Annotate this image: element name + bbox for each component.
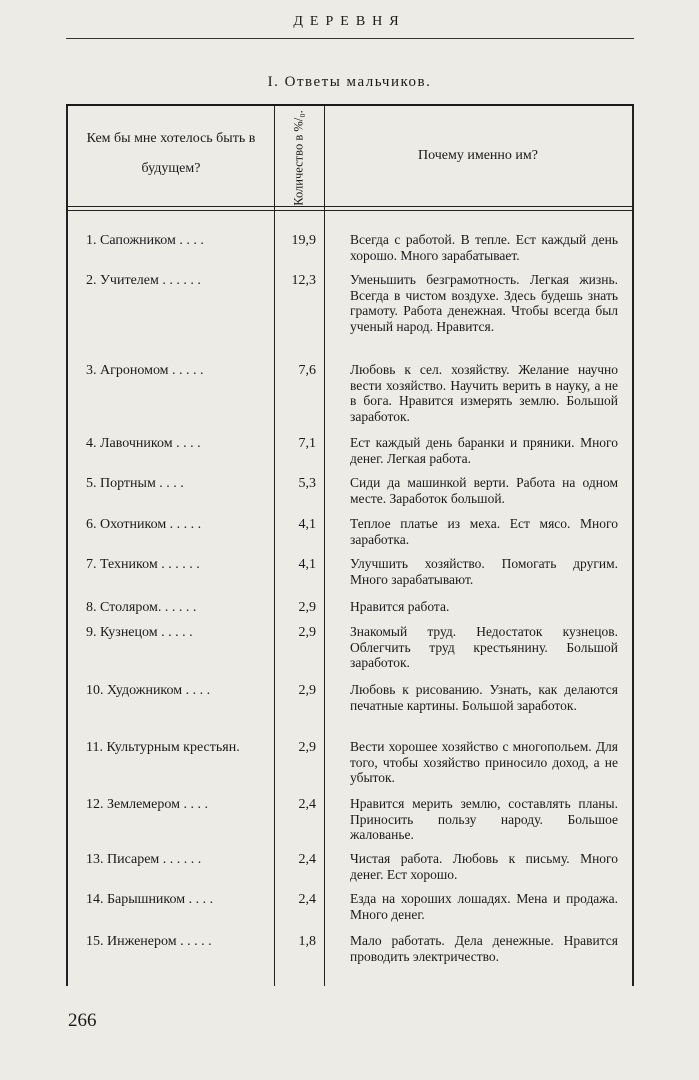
row-reason: Нравится мерить землю, составлять планы. Приносить пользу народу. Большое жалованье. — [350, 796, 618, 842]
row-reason: Знакомый труд. Недостаток кузнецов. Облегчить труд крестьянину. Большой заработок. — [350, 624, 618, 670]
row-percent: 4,1 — [298, 557, 316, 572]
data-table — [66, 104, 634, 986]
column-header-reason: Почему именно им? — [418, 148, 538, 163]
row-reason: Любовь к сел. хозяйству. Желание научно вести хозяйство. Научить верить в науку, а не в бога. Нравится измерять землю. Большой заработок. — [350, 362, 618, 424]
row-percent: 2,9 — [298, 683, 316, 698]
row-profession: 5. Портным . . . . — [86, 476, 184, 491]
column-divider — [324, 106, 325, 986]
column-header-profession: Кем бы мне хотелось быть в будущем? — [86, 131, 256, 176]
row-reason: Мало работать. Дела денежные. Нравится проводить электричество. — [350, 933, 618, 964]
row-percent: 5,3 — [298, 476, 316, 491]
row-percent: 7,1 — [298, 436, 316, 451]
row-reason: Ест каждый день баранки и пряники. Много денег. Легкая работа. — [350, 435, 618, 466]
row-reason: Уменьшить безграмотность. Легкая жизнь. Всегда в чистом воздухе. Здесь будешь знать грамоту. Работа денежная. Чтобы всегда был ученый народ. Нравится. — [350, 272, 618, 334]
row-profession: 11. Культурным крестьян. — [86, 740, 240, 755]
row-reason: Нравится работа. — [350, 599, 450, 614]
row-profession: 12. Землемером . . . . — [86, 797, 208, 812]
row-reason: Теплое платье из меха. Ест мясо. Много заработка. — [350, 516, 618, 547]
header-rule — [66, 38, 634, 39]
running-head: ДЕРЕВНЯ — [293, 14, 406, 29]
row-profession: 13. Писарем . . . . . . — [86, 852, 202, 867]
page-number: 266 — [68, 1010, 97, 1031]
row-percent: 2,9 — [298, 600, 316, 615]
row-reason: Вести хорошее хозяйство с многопольем. Для того, чтобы хозяйство приносило доход, а не убыток. — [350, 739, 618, 785]
row-reason: Чистая работа. Любовь к письму. Много денег. Ест хорошо. — [350, 851, 618, 882]
row-percent: 12,3 — [291, 273, 316, 288]
table-border-right — [632, 106, 634, 986]
row-profession: 2. Учителем . . . . . . — [86, 273, 201, 288]
row-reason: Любовь к рисованию. Узнать, как делаются печатные картины. Большой заработок. — [350, 682, 618, 713]
row-percent: 19,9 — [291, 233, 316, 248]
row-profession: 3. Агрономом . . . . . — [86, 363, 204, 378]
row-percent: 7,6 — [298, 363, 316, 378]
row-reason: Сиди да машинкой верти. Работа на одном месте. Заработок большой. — [350, 475, 618, 506]
row-profession: 14. Барышником . . . . — [86, 892, 214, 907]
row-profession: 8. Столяром. . . . . . — [86, 600, 197, 615]
table-title: I. Ответы мальчиков. — [267, 74, 432, 90]
row-reason: Улучшить хозяйство. Помогать другим. Много зарабатывают. — [350, 556, 618, 587]
row-profession: 15. Инженером . . . . . — [86, 934, 212, 949]
column-header-percent: Количество в %/₀. — [291, 110, 306, 206]
row-percent: 2,4 — [298, 797, 316, 812]
row-percent: 2,9 — [298, 625, 316, 640]
row-percent: 1,8 — [298, 934, 316, 949]
row-reason: Езда на хороших лошадях. Мена и продажа. Много денег. — [350, 891, 618, 922]
row-percent: 2,9 — [298, 740, 316, 755]
row-percent: 4,1 — [298, 517, 316, 532]
header-divider — [66, 206, 634, 207]
table-border-left — [66, 106, 68, 986]
row-profession: 4. Лавочником . . . . — [86, 436, 201, 451]
row-profession: 6. Охотником . . . . . — [86, 517, 202, 532]
row-percent: 2,4 — [298, 852, 316, 867]
header-divider — [66, 210, 634, 211]
column-divider — [274, 106, 275, 986]
row-profession: 9. Кузнецом . . . . . — [86, 625, 193, 640]
row-profession: 10. Художником . . . . — [86, 683, 211, 698]
row-percent: 2,4 — [298, 892, 316, 907]
row-reason: Всегда с работой. В тепле. Ест каждый день хорошо. Много зарабатывает. — [350, 232, 618, 263]
row-profession: 1. Сапожником . . . . — [86, 233, 204, 248]
row-profession: 7. Техником . . . . . . — [86, 557, 200, 572]
